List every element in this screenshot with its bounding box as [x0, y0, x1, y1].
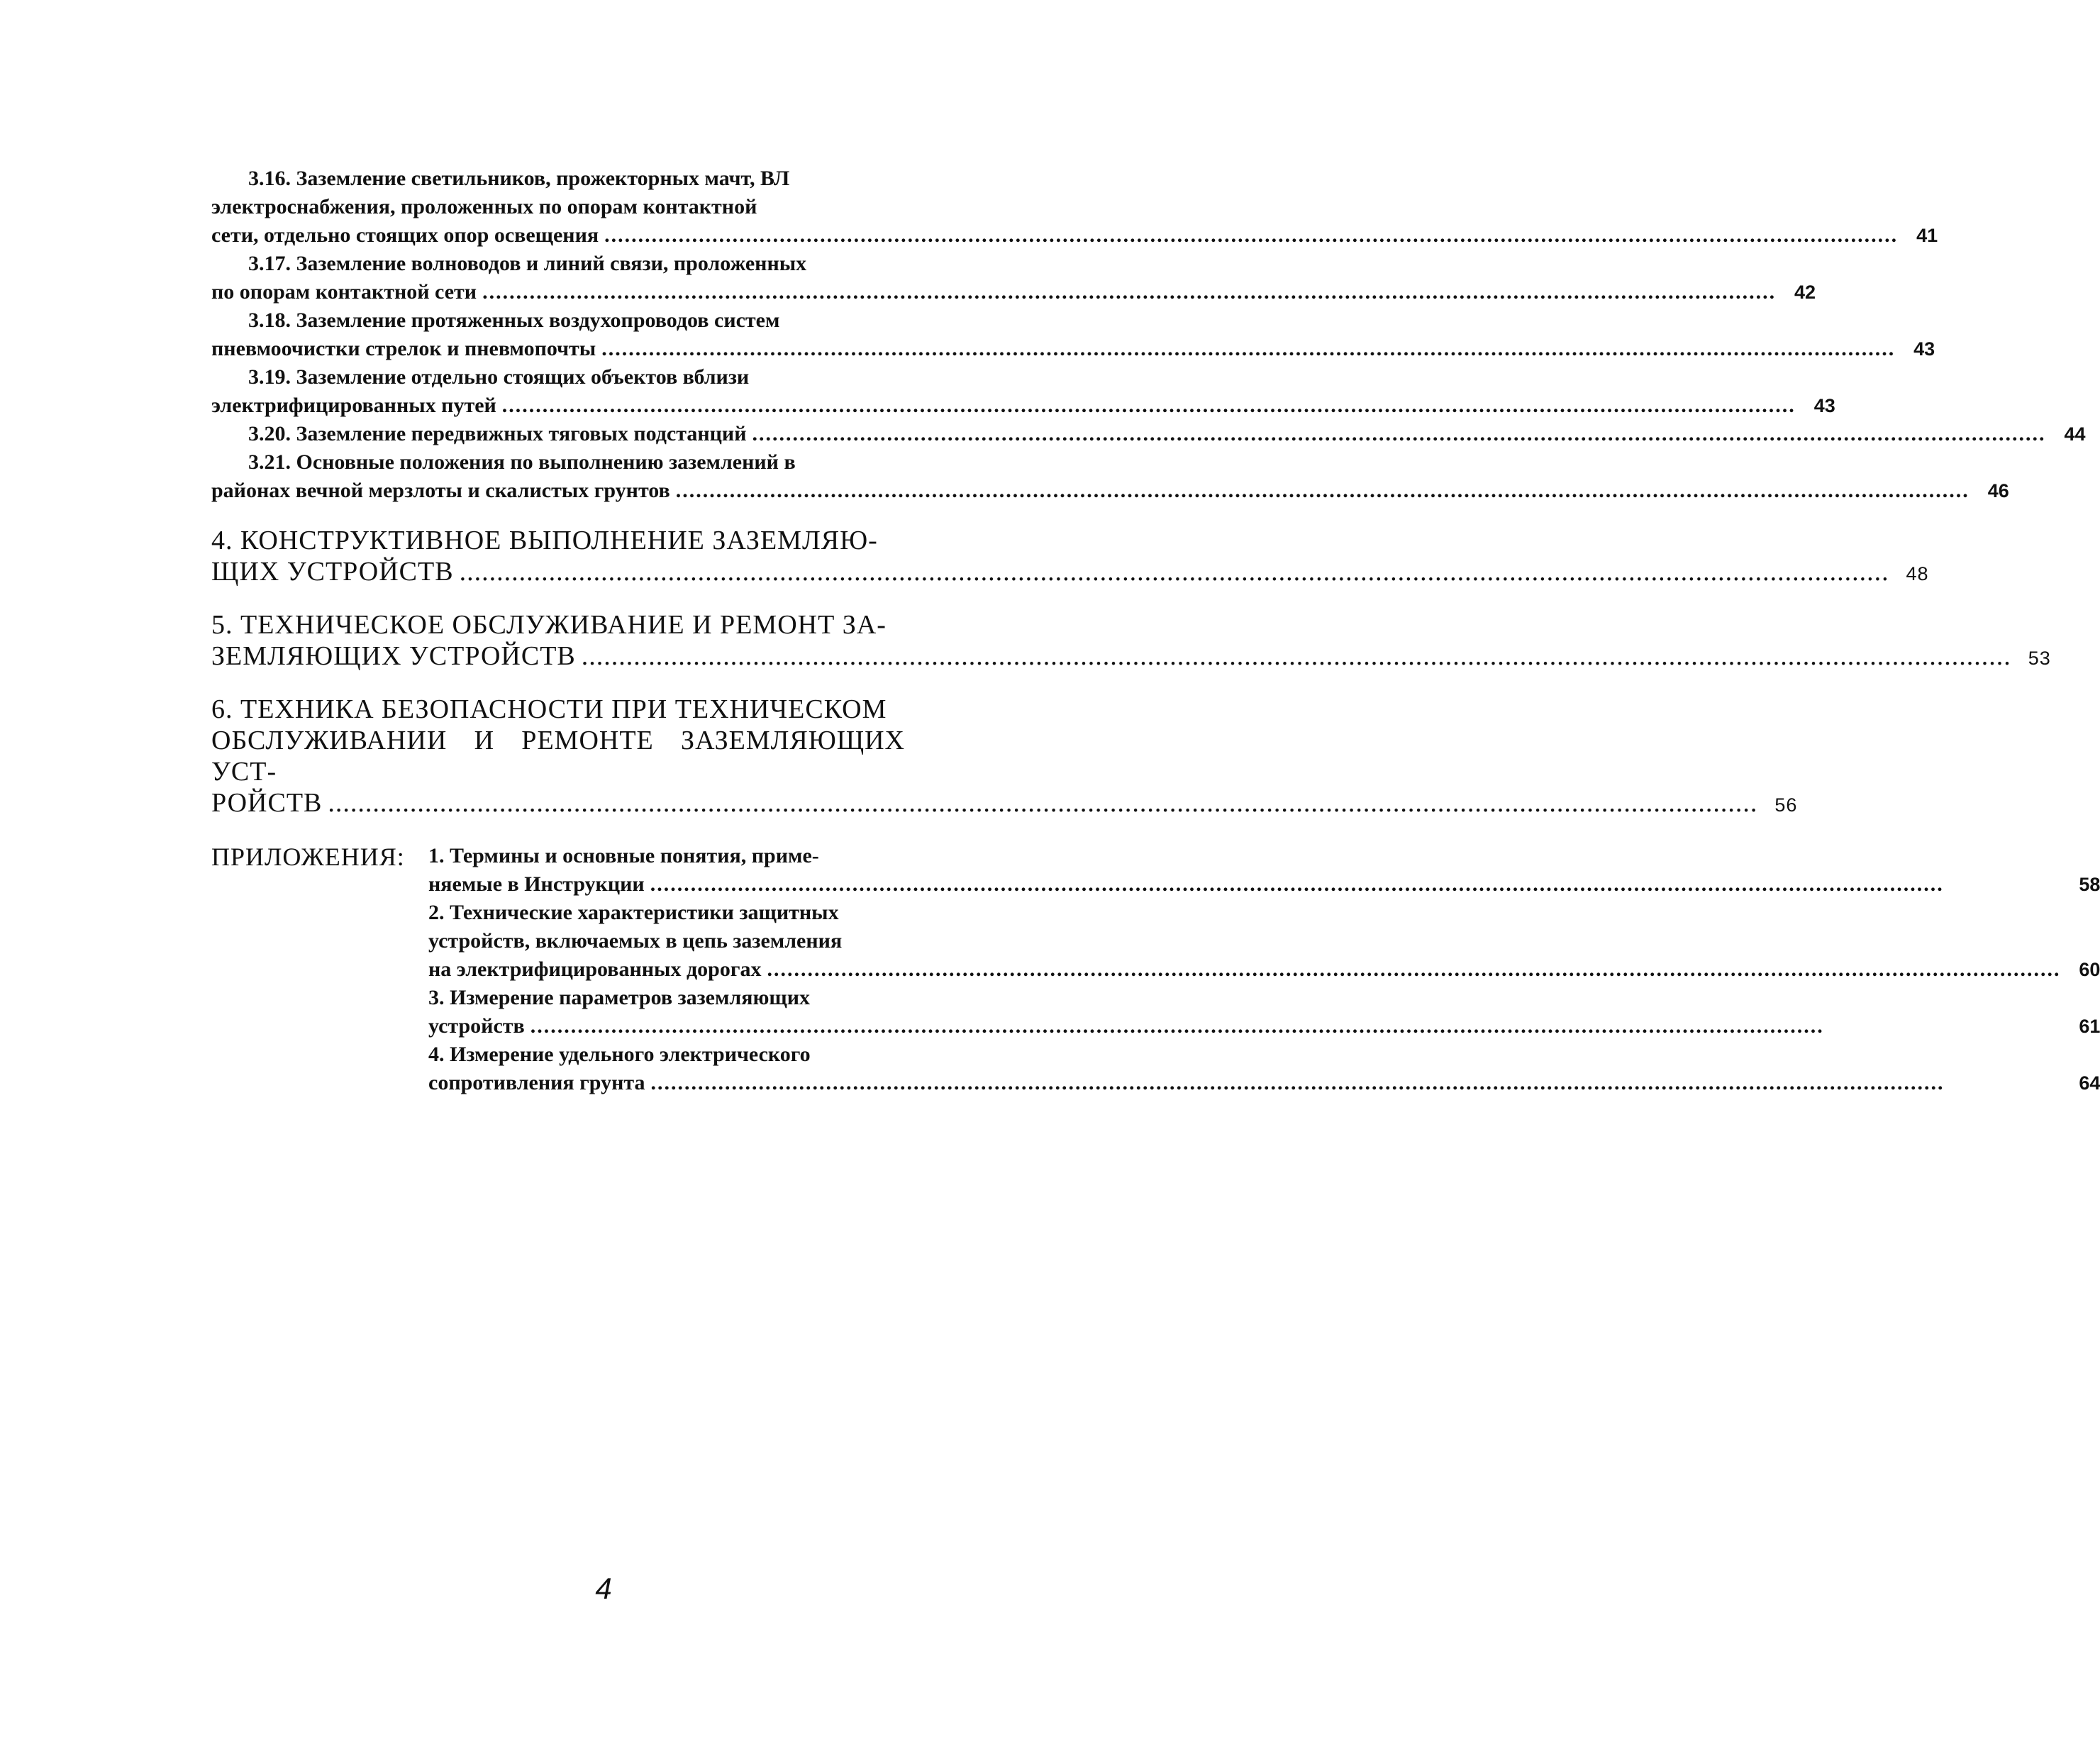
toc-section-text: ОБСЛУЖИВАНИИ И РЕМОНТЕ ЗАЗЕМЛЯЮЩИХ УСТ- — [211, 726, 905, 787]
toc-appendix-lastline — [428, 1069, 2100, 1097]
toc-page-number: 56 — [1774, 794, 1798, 816]
toc-section-lastline — [211, 787, 1798, 821]
toc-entry-lastline — [211, 278, 1816, 306]
toc-entry-3-21[interactable] — [211, 448, 2009, 505]
dot-leader — [767, 955, 2060, 984]
dot-leader — [502, 392, 1796, 420]
toc-entry-lastline — [211, 392, 1835, 420]
dot-leader — [601, 335, 1895, 363]
toc-appendix-text: сопротивления грунта — [428, 1071, 645, 1094]
table-of-contents — [211, 165, 2100, 1097]
toc-page-number: 43 — [1913, 338, 1935, 360]
toc-page-number: 53 — [2028, 648, 2051, 669]
toc-appendix-text: 3. Измерение параметров заземляющих — [428, 986, 811, 1009]
dot-leader — [582, 640, 2011, 672]
toc-entry-3-18[interactable] — [211, 306, 1935, 363]
toc-entry-text: 3.17. Заземление волноводов и линий связи, проложенных — [248, 252, 807, 275]
toc-page-number: 64 — [2079, 1072, 2100, 1094]
toc-section-text: РОЙСТВ — [211, 788, 323, 818]
toc-page-number: 48 — [1906, 563, 1929, 584]
dot-leader — [530, 1012, 2061, 1041]
dot-leader — [650, 870, 2061, 899]
toc-page-number: 44 — [2064, 423, 2086, 445]
dot-leader — [676, 477, 1970, 505]
toc-page-number: 60 — [2079, 959, 2100, 980]
toc-appendix-text: 4. Измерение удельного электрического — [428, 1043, 811, 1066]
toc-entry-text: по опорам контактной сети — [211, 280, 477, 304]
toc-entry-text: электрифицированных путей — [211, 394, 496, 417]
toc-entry-text: 3.19. Заземление отдельно стоящих объектов вблизи — [248, 365, 750, 389]
toc-entry-3-16[interactable] — [211, 165, 1938, 250]
toc-appendix-text: няемые в Инструкции — [428, 872, 645, 896]
dot-leader — [752, 420, 2045, 448]
toc-section-5[interactable] — [211, 609, 2051, 674]
toc-entry-3-17[interactable] — [211, 250, 1816, 306]
toc-entry-text: 3.21. Основные положения по выполнению заземлений в — [248, 450, 796, 474]
toc-entry-text: сети, отдельно стоящих опор освещения — [211, 223, 599, 247]
toc-section-text: 5. ТЕХНИЧЕСКОЕ ОБСЛУЖИВАНИЕ И РЕМОНТ ЗА- — [211, 610, 887, 640]
toc-page-number: 41 — [1916, 225, 1938, 246]
appendices-list — [428, 842, 2100, 1097]
toc-appendix-3[interactable] — [428, 984, 2100, 1041]
toc-entry-text: пневмоочистки стрелок и пневмопочты — [211, 337, 596, 360]
toc-page-number: 43 — [1813, 395, 1835, 416]
toc-section-lastline — [211, 640, 2051, 674]
toc-entry-3-20[interactable] — [211, 420, 2086, 448]
toc-page-number: 58 — [2079, 874, 2100, 895]
toc-page-number: 46 — [1987, 480, 2009, 501]
toc-entry-lastline — [211, 221, 1938, 250]
toc-appendix-4[interactable] — [428, 1041, 2100, 1097]
dot-leader — [604, 221, 1898, 250]
dot-leader — [482, 278, 1776, 306]
toc-section-6[interactable] — [211, 694, 1798, 821]
toc-page-number: 61 — [2079, 1016, 2100, 1037]
toc-section-text: 4. КОНСТРУКТИВНОЕ ВЫПОЛНЕНИЕ ЗАЗЕМЛЯЮ- — [211, 526, 878, 555]
toc-entry-text: 3.18. Заземление протяженных воздухопроводов систем — [248, 309, 780, 332]
dot-leader — [460, 556, 1889, 587]
toc-entry-3-19[interactable] — [211, 363, 1835, 420]
toc-appendix-text: 2. Технические характеристики защитных — [428, 901, 839, 924]
toc-appendix-text: на электрифицированных дорогах — [428, 958, 762, 981]
appendices-label: ПРИЛОЖЕНИЯ: — [211, 843, 405, 871]
toc-appendices — [211, 842, 2100, 1097]
toc-appendix-2[interactable] — [428, 899, 2100, 984]
dot-leader — [650, 1069, 2060, 1097]
toc-section-text: ЩИХ УСТРОЙСТВ — [211, 557, 454, 587]
toc-section-text: ЗЕМЛЯЮЩИХ УСТРОЙСТВ — [211, 641, 576, 671]
toc-entry-lastline — [211, 420, 2086, 448]
toc-appendix-lastline — [428, 870, 2100, 899]
toc-entry-text: электроснабжения, проложенных по опорам контактной — [211, 195, 757, 218]
toc-appendix-lastline — [428, 955, 2100, 984]
toc-entry-text: 3.16. Заземление светильников, прожекторных мачт, ВЛ — [248, 167, 790, 190]
toc-appendix-text: устройств, включаемых в цепь заземления — [428, 929, 843, 953]
toc-entry-lastline — [211, 335, 1935, 363]
toc-section-text: 6. ТЕХНИКА БЕЗОПАСНОСТИ ПРИ ТЕХНИЧЕСКОМ — [211, 694, 887, 724]
toc-appendix-1[interactable] — [428, 842, 2100, 899]
toc-appendix-lastline — [428, 1012, 2100, 1041]
toc-entry-lastline — [211, 477, 2009, 505]
toc-appendix-text: устройств — [428, 1014, 525, 1038]
toc-section-4[interactable] — [211, 525, 1929, 589]
page-number: 4 — [595, 1572, 612, 1605]
toc-entry-text: районах вечной мерзлоты и скалистых грунтов — [211, 479, 670, 502]
toc-section-lastline — [211, 556, 1929, 589]
toc-entry-text: 3.20. Заземление передвижных тяговых подстанций — [248, 422, 747, 445]
toc-page-number: 42 — [1794, 282, 1816, 303]
dot-leader — [328, 787, 1757, 819]
toc-appendix-text: 1. Термины и основные понятия, приме- — [428, 844, 819, 867]
